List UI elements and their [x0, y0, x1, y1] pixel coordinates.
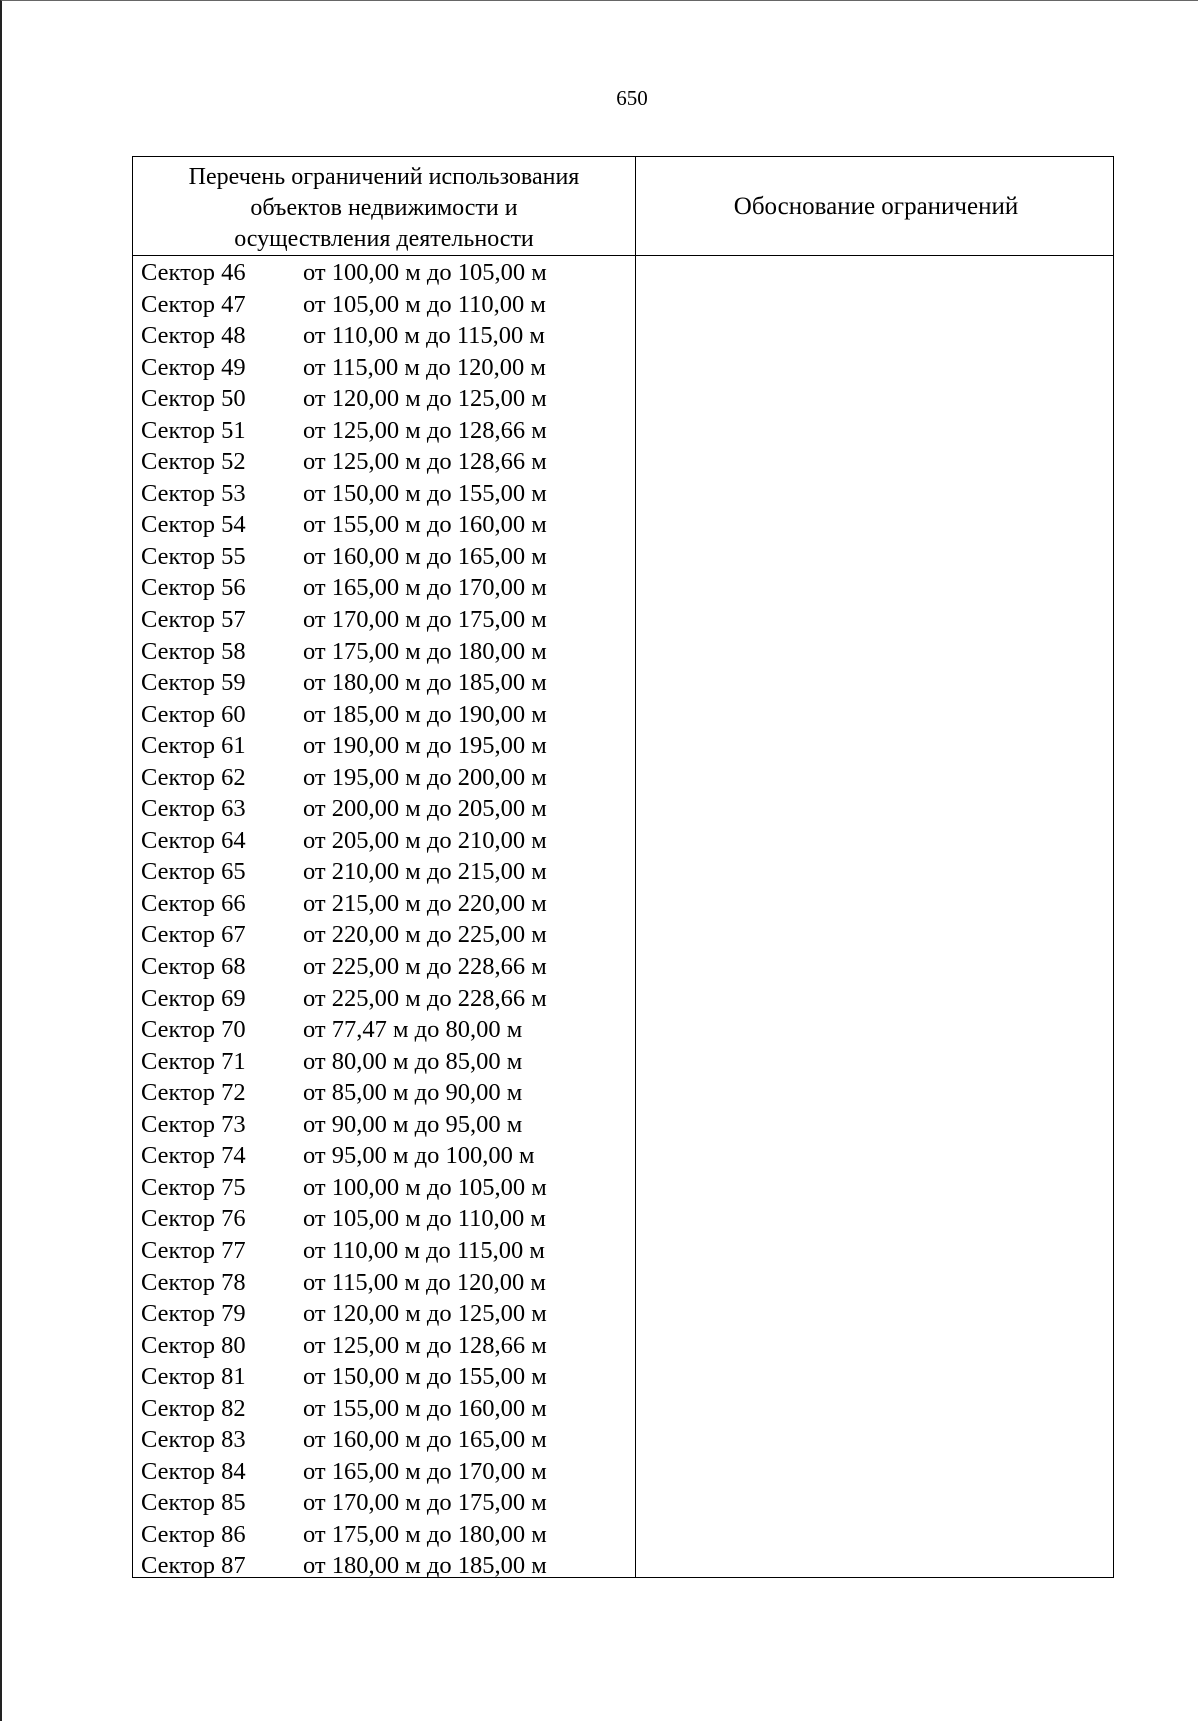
table-row	[141, 1109, 635, 1141]
table-row	[141, 1361, 635, 1393]
sector-range: от 185,00 м до 190,00 м	[303, 700, 547, 728]
table-row	[141, 383, 635, 415]
table-row	[141, 446, 635, 478]
sector-label: Сектор 59	[141, 669, 246, 697]
sector-label: Сектор 76	[141, 1205, 246, 1233]
sector-rows	[141, 257, 635, 1582]
sector-range: от 105,00 м до 110,00 м	[303, 1205, 546, 1233]
sector-label: Сектор 78	[141, 1268, 246, 1296]
sector-label: Сектор 63	[141, 795, 246, 823]
sector-range: от 95,00 м до 100,00 м	[303, 1142, 535, 1170]
sector-range: от 120,00 м до 125,00 м	[303, 385, 547, 413]
table-row	[141, 1393, 635, 1425]
sector-range: от 180,00 м до 185,00 м	[303, 669, 547, 697]
sector-label: Сектор 47	[141, 290, 246, 318]
sector-range: от 100,00 м до 105,00 м	[303, 259, 547, 286]
sector-label: Сектор 79	[141, 1300, 246, 1328]
header-left-line: объектов недвижимости и	[250, 195, 518, 221]
sector-label: Сектор 80	[141, 1331, 246, 1359]
sector-label: Сектор 57	[141, 606, 246, 634]
page-number: 650	[616, 86, 648, 110]
table-row	[141, 951, 635, 983]
sector-range: от 195,00 м до 200,00 м	[303, 763, 547, 791]
sector-range: от 80,00 м до 85,00 м	[303, 1047, 523, 1075]
sector-label: Сектор 48	[141, 322, 246, 350]
table-row	[141, 1014, 635, 1046]
sector-label: Сектор 49	[141, 353, 246, 381]
sector-label: Сектор 46	[141, 259, 246, 286]
sector-range: от 190,00 м до 195,00 м	[303, 732, 547, 760]
sector-label: Сектор 58	[141, 637, 246, 665]
sector-range: от 220,00 м до 225,00 м	[303, 921, 547, 949]
sector-label: Сектор 74	[141, 1142, 246, 1170]
sector-label: Сектор 62	[141, 763, 246, 791]
table-row	[141, 1235, 635, 1267]
sector-range: от 225,00 м до 228,66 м	[303, 953, 547, 981]
sector-range: от 175,00 м до 180,00 м	[303, 1520, 547, 1548]
table-row	[141, 352, 635, 384]
sector-label: Сектор 56	[141, 574, 246, 602]
table-row	[141, 919, 635, 951]
sector-range: от 110,00 м до 115,00 м	[303, 322, 545, 350]
table-row	[141, 636, 635, 668]
sector-range: от 110,00 м до 115,00 м	[303, 1236, 545, 1264]
sector-range: от 160,00 м до 165,00 м	[303, 542, 547, 570]
sector-label: Сектор 50	[141, 385, 246, 413]
sector-label: Сектор 53	[141, 479, 246, 507]
table-row	[141, 667, 635, 699]
sector-range: от 125,00 м до 128,66 м	[303, 448, 547, 476]
sector-range: от 225,00 м до 228,66 м	[303, 984, 547, 1012]
table-row	[141, 793, 635, 825]
sector-range: от 125,00 м до 128,66 м	[303, 416, 547, 444]
sector-label: Сектор 75	[141, 1173, 246, 1201]
table-row	[141, 289, 635, 321]
table-row	[141, 1424, 635, 1456]
sector-range: от 125,00 м до 128,66 м	[303, 1331, 547, 1359]
sector-label: Сектор 52	[141, 448, 246, 476]
sector-range: от 77,47 м до 80,00 м	[303, 1016, 523, 1044]
sector-range: от 100,00 м до 105,00 м	[303, 1173, 547, 1201]
table-row	[141, 320, 635, 352]
sector-range: от 155,00 м до 160,00 м	[303, 1394, 547, 1422]
sector-range: от 215,00 м до 220,00 м	[303, 889, 547, 917]
table-row	[141, 478, 635, 510]
sector-range: от 115,00 м до 120,00 м	[303, 1268, 546, 1296]
table-row	[141, 509, 635, 541]
sector-label: Сектор 71	[141, 1047, 246, 1075]
sector-label: Сектор 54	[141, 511, 246, 539]
header-divider	[133, 255, 1113, 256]
header-justification: Обоснование ограничений	[733, 193, 1019, 220]
table-row	[141, 604, 635, 636]
table-row	[141, 572, 635, 604]
sector-label: Сектор 65	[141, 858, 246, 886]
sector-label: Сектор 87	[141, 1552, 246, 1580]
sector-range: от 90,00 м до 95,00 м	[303, 1110, 523, 1138]
table-row	[141, 1267, 635, 1299]
sector-range: от 170,00 м до 175,00 м	[303, 1489, 547, 1517]
sector-label: Сектор 85	[141, 1489, 246, 1517]
sector-label: Сектор 73	[141, 1110, 246, 1138]
sector-label: Сектор 61	[141, 732, 246, 760]
table-row	[141, 1140, 635, 1172]
sector-range: от 200,00 м до 205,00 м	[303, 795, 547, 823]
sector-range: от 205,00 м до 210,00 м	[303, 826, 547, 854]
sector-range: от 115,00 м до 120,00 м	[303, 353, 546, 381]
table-row	[141, 730, 635, 762]
column-divider	[635, 157, 636, 1577]
sector-range: от 150,00 м до 155,00 м	[303, 1363, 547, 1391]
sector-label: Сектор 66	[141, 889, 246, 917]
table-row	[141, 762, 635, 794]
sector-label: Сектор 82	[141, 1394, 246, 1422]
sector-range: от 170,00 м до 175,00 м	[303, 606, 547, 634]
table-row	[141, 541, 635, 573]
sector-range: от 210,00 м до 215,00 м	[303, 858, 547, 886]
sector-label: Сектор 67	[141, 921, 246, 949]
sector-range: от 155,00 м до 160,00 м	[303, 511, 547, 539]
table-row	[141, 1487, 635, 1519]
sector-range: от 180,00 м до 185,00 м	[303, 1552, 547, 1580]
table-row	[141, 888, 635, 920]
sector-range: от 150,00 м до 155,00 м	[303, 479, 547, 507]
table-row	[141, 856, 635, 888]
header-restrictions-list	[133, 157, 635, 255]
table-row	[141, 1046, 635, 1078]
table-row	[141, 1172, 635, 1204]
table-row	[141, 1456, 635, 1488]
sector-label: Сектор 72	[141, 1079, 246, 1107]
table-row	[141, 1077, 635, 1109]
table-row	[141, 699, 635, 731]
sector-label: Сектор 68	[141, 953, 246, 981]
table-row	[141, 415, 635, 447]
sector-range: от 105,00 м до 110,00 м	[303, 290, 546, 318]
sector-label: Сектор 81	[141, 1363, 246, 1391]
sector-label: Сектор 83	[141, 1426, 246, 1454]
sector-label: Сектор 69	[141, 984, 246, 1012]
sector-range: от 165,00 м до 170,00 м	[303, 574, 547, 602]
table-row	[141, 1550, 635, 1582]
sector-label: Сектор 60	[141, 700, 246, 728]
header-left-line: осуществления деятельности	[234, 226, 534, 252]
sector-label: Сектор 70	[141, 1016, 246, 1044]
sector-label: Сектор 84	[141, 1457, 246, 1485]
table-row	[141, 1519, 635, 1551]
table-row	[141, 825, 635, 857]
sector-range: от 160,00 м до 165,00 м	[303, 1426, 547, 1454]
sector-label: Сектор 55	[141, 542, 246, 570]
sector-label: Сектор 51	[141, 416, 246, 444]
sector-label: Сектор 86	[141, 1520, 246, 1548]
sector-range: от 85,00 м до 90,00 м	[303, 1079, 523, 1107]
sector-label: Сектор 64	[141, 826, 246, 854]
restrictions-table	[132, 156, 1114, 1578]
table-row	[141, 1298, 635, 1330]
table-row	[141, 983, 635, 1015]
sector-range: от 120,00 м до 125,00 м	[303, 1300, 547, 1328]
table-row	[141, 1330, 635, 1362]
sector-label: Сектор 77	[141, 1236, 246, 1264]
table-row	[141, 257, 635, 289]
sector-range: от 165,00 м до 170,00 м	[303, 1457, 547, 1485]
sector-range: от 175,00 м до 180,00 м	[303, 637, 547, 665]
table-row	[141, 1203, 635, 1235]
header-left-line: Перечень ограничений использования	[188, 164, 580, 190]
